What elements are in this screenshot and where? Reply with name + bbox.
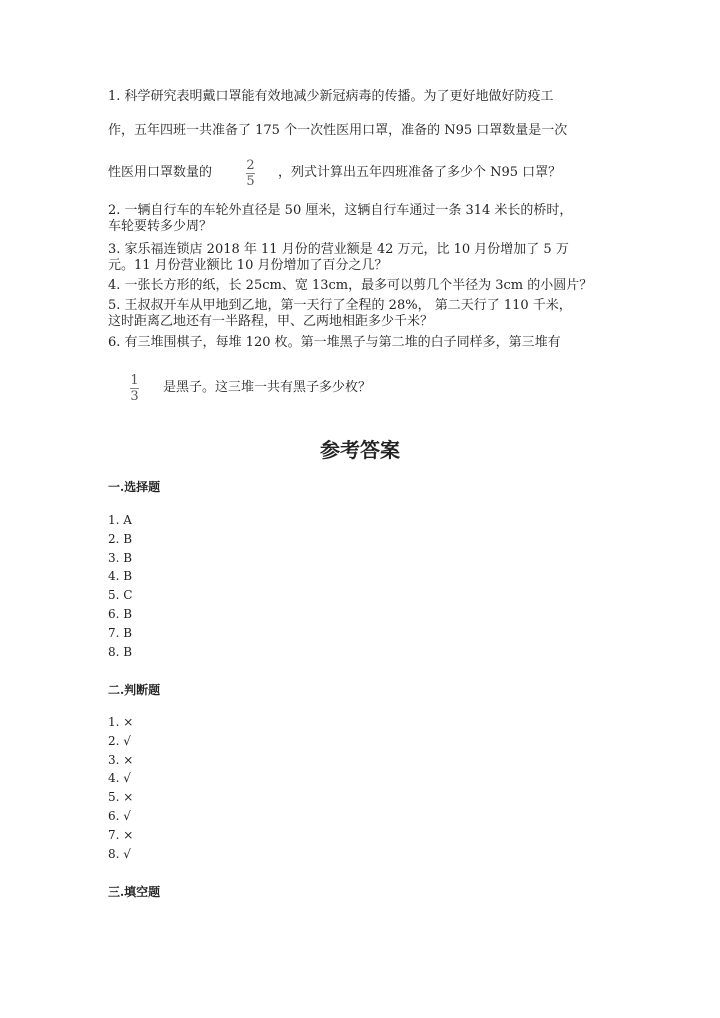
numerator: 1 bbox=[130, 373, 139, 388]
answer-item: 5. C bbox=[108, 588, 133, 603]
q6-line1: 6. 有三堆围棋子，每堆 120 枚。第一堆黑子与第二堆的白子同样多，第三堆有 bbox=[108, 335, 561, 350]
q1-line1: 1. 科学研究表明戴口罩能有效地减少新冠病毒的传播。为了更好地做好防疫工 bbox=[108, 89, 554, 104]
answer-item: 1. × bbox=[108, 715, 134, 729]
q3-line1: 3. 家乐福连锁店 2018 年 11 月份的营业额是 42 万元，比 10 月份增加了 5 万 bbox=[108, 242, 569, 257]
answer-item: 3. B bbox=[108, 550, 133, 565]
section-judge: 二.判断题 bbox=[108, 683, 161, 697]
q5-line1: 5. 王叔叔开车从甲地到乙地，第一天行了全程的 28%， 第二天行了 110 千米， bbox=[108, 298, 572, 313]
q5-line2: 这时距离乙地还有一半路程，甲、乙两地相距多少千米？ bbox=[108, 314, 434, 329]
fraction-1-3 bbox=[130, 373, 139, 404]
answer-item: 4. B bbox=[108, 569, 133, 584]
section-choice: 一.选择题 bbox=[108, 480, 161, 494]
answer-item: 6. B bbox=[108, 607, 133, 621]
denominator: 5 bbox=[246, 174, 255, 189]
q3-line2: 元。11 月份营业额比 10 月份增加了百分之几？ bbox=[108, 258, 388, 273]
q2-line1: 2. 一辆自行车的车轮外直径是 50 厘米，这辆自行车通过一条 314 米长的桥时， bbox=[108, 203, 573, 218]
answer-item: 8. √ bbox=[108, 846, 131, 861]
answer-item: 1. A bbox=[108, 513, 132, 527]
numerator: 2 bbox=[246, 158, 255, 173]
q4-line1: 4. 一张长方形的纸，长 25cm、宽 13cm，最多可以剪几个半径为 3cm 的小圆片？ bbox=[108, 278, 593, 293]
fraction-2-5 bbox=[246, 158, 255, 189]
q1-line2: 作，五年四班一共准备了 175 个一次性医用口罩，准备的 N95 口罩数量是一次 bbox=[108, 123, 568, 138]
answer-item: 5. × bbox=[108, 790, 134, 805]
q6-line2: 是黑子。这三堆一共有黑子多少枚？ bbox=[163, 380, 372, 395]
answer-item: 2. √ bbox=[108, 733, 131, 748]
answer-item: 7. × bbox=[108, 827, 134, 842]
q2-line2: 车轮要转多少周？ bbox=[108, 219, 213, 234]
answer-item: 2. B bbox=[108, 531, 133, 546]
q1-line3a: 性医用口罩数量的 bbox=[108, 165, 213, 180]
q1-line3b: ，列式计算出五年四班准备了多少个 N95 口罩？ bbox=[278, 165, 562, 180]
answer-item: 6. √ bbox=[108, 809, 131, 823]
answers-title: 参考答案 bbox=[320, 438, 400, 462]
section-fill: 三.填空题 bbox=[108, 885, 161, 899]
answer-item: 7. B bbox=[108, 625, 133, 640]
answer-item: 3. × bbox=[108, 752, 134, 767]
denominator: 3 bbox=[130, 389, 139, 404]
answer-item: 4. √ bbox=[108, 771, 131, 786]
answer-item: 8. B bbox=[108, 644, 133, 659]
